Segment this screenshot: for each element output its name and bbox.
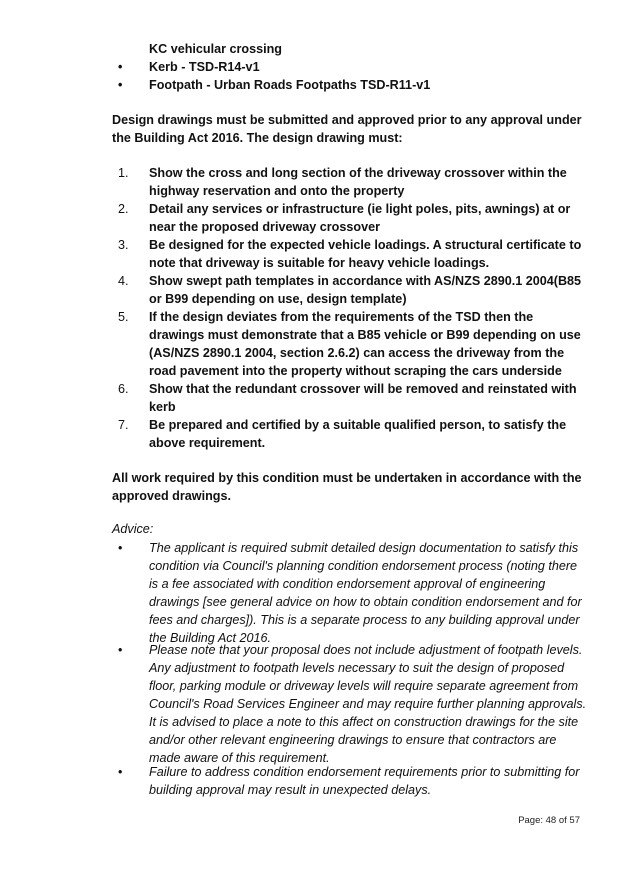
bullet-icon: • [118, 765, 123, 779]
advice-text: Failure to address condition endorsement requirements prior to submitting for building approval may result in unexpected delays. [149, 765, 580, 797]
item-number: 6. [118, 382, 129, 396]
page-number: Page: 48 of 57 [518, 815, 580, 826]
closing-paragraph: All work required by this condition must be undertaken in accordance with the approved drawings. [112, 471, 582, 503]
advice-text: Please note that your proposal does not include adjustment of footpath levels. Any adjustment to footpath levels necessary to suit the design of proposed floor, parking module or driveway levels will require separate agreement from Council's Road Services Engineer and may require further planning approvals. It is advised to place a note to this affect on construction drawings for the site and/or other relevant engineering drawings to ensure that contractors are made aware of this requirement. [149, 643, 587, 765]
intro-paragraph: Design drawings must be submitted and approved prior to any approval under the Building Act 2016. The design drawing must: [112, 113, 582, 145]
item-text: Show swept path templates in accordance with AS/NZS 2890.1 2004(B85 or B99 depending on use, design template) [149, 274, 582, 306]
item-number: 7. [118, 418, 129, 432]
item-number: 2. [118, 202, 129, 216]
continuation-text: KC vehicular crossing [149, 42, 282, 56]
item-text: Show that the redundant crossover will be removed and reinstated with kerb [149, 382, 577, 414]
bullet-icon: • [118, 60, 123, 74]
bullet-icon: • [118, 643, 123, 657]
item-text: Be prepared and certified by a suitable qualified person, to satisfy the above requirement. [149, 418, 567, 450]
bullet-icon: • [118, 78, 123, 92]
list-item-text: Footpath - Urban Roads Footpaths TSD-R11-v1 [149, 78, 431, 92]
advice-text: The applicant is required submit detailed design documentation to satisfy this condition via Council's planning condition endorsement process (noting there is a fee associated with condition endorsement approval of engineering drawings [see general advice on how to obtain condition endorsement and for fees and charges]). This is a separate process to any building approval under the Building Act 2016. [149, 541, 582, 645]
list-item-text: Kerb - TSD-R14-v1 [149, 60, 260, 74]
item-text: Be designed for the expected vehicle loadings. A structural certificate to note that driveway is suitable for heavy vehicle loadings. [149, 238, 582, 270]
item-text: Detail any services or infrastructure (ie light poles, pits, awnings) at or near the proposed driveway crossover [149, 202, 571, 234]
item-number: 3. [118, 238, 129, 252]
item-text: Show the cross and long section of the driveway crossover within the highway reservation and onto the property [149, 166, 567, 198]
item-text: If the design deviates from the requirements of the TSD then the drawings must demonstrate that a B85 vehicle or B99 depending on use (AS/NZS 2890.1 2004, section 2.6.2) can access the driveway from the road pavement into the property without scraping the cars underside [149, 310, 581, 378]
advice-heading: Advice: [112, 522, 154, 536]
item-number: 5. [118, 310, 129, 324]
item-number: 1. [118, 166, 129, 180]
bullet-icon: • [118, 541, 123, 555]
item-number: 4. [118, 274, 129, 288]
